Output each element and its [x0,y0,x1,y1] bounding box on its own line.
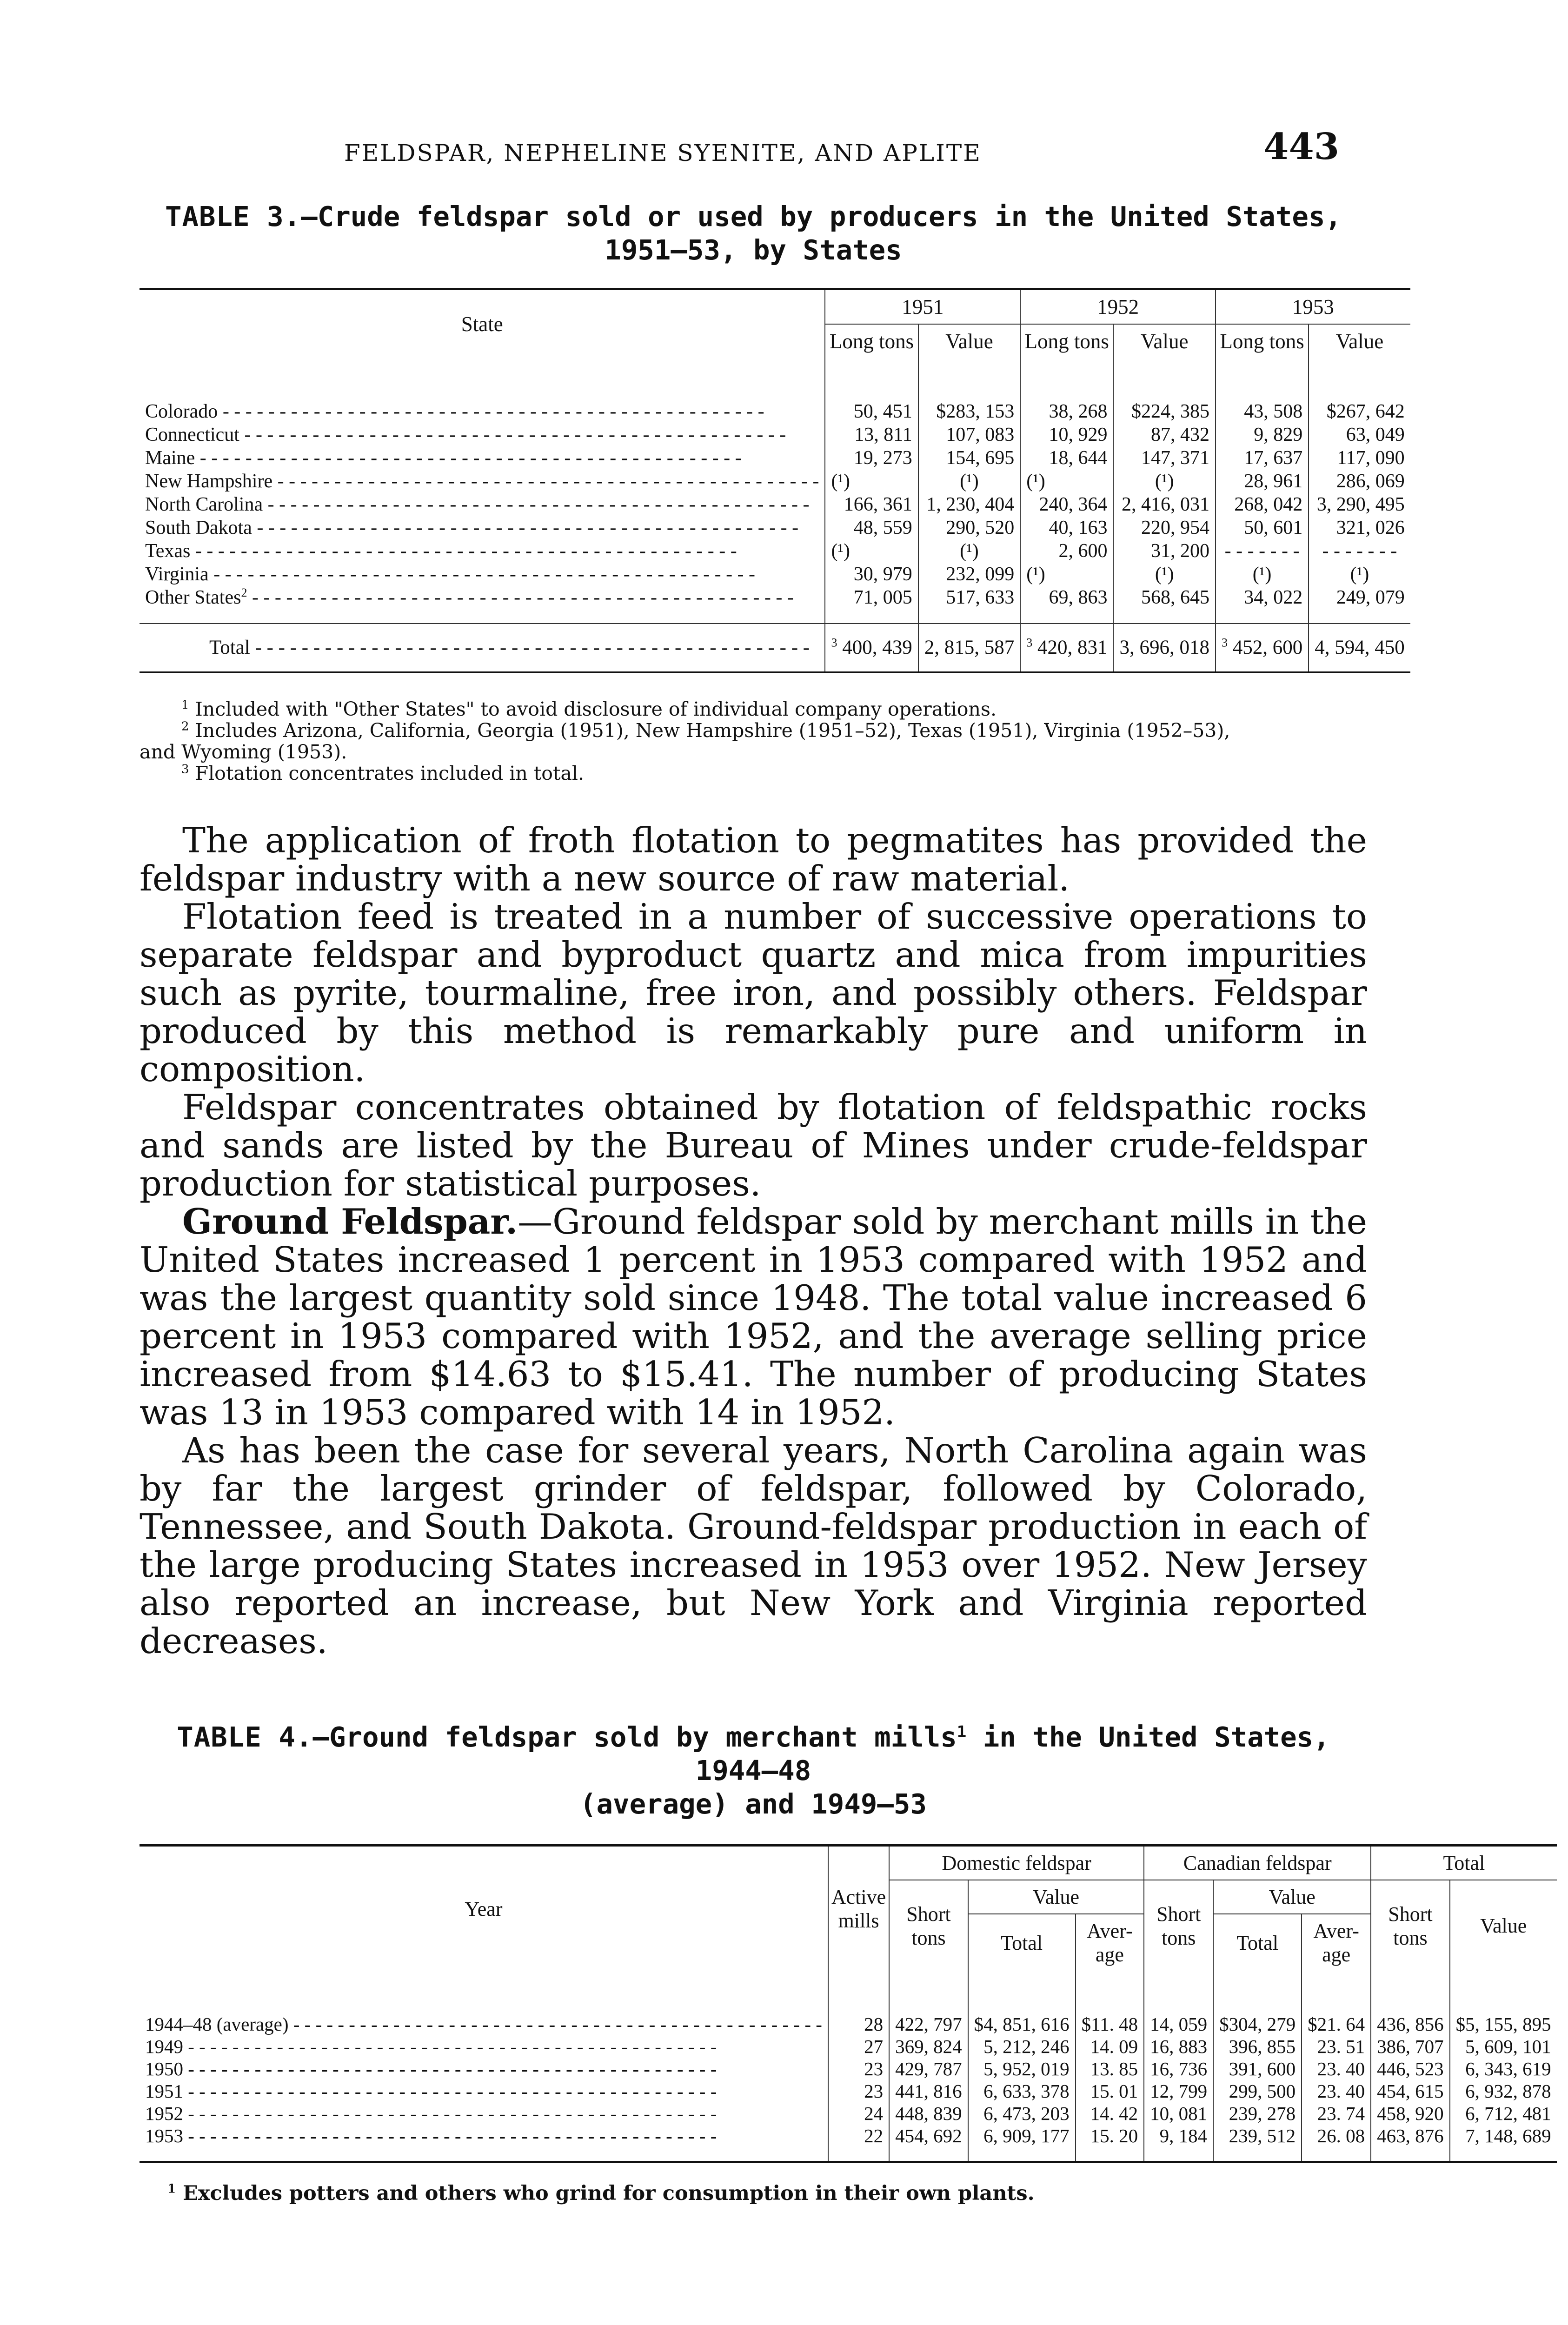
table4-title-rest: in the United States, 1944–48 [695,1721,1330,1787]
running-head [140,126,1367,177]
footnote-text: Includes Arizona, California, Georgia (1951), New Hampshire (1951–52), Texas (1951), Virginia (1952–53), [195,719,1230,742]
cell: 321, 026 [1309,516,1410,539]
cell: 6, 932, 878 [1450,2080,1557,2102]
table3-caption [140,200,1367,267]
table4-sub-average: Aver- age [1302,1914,1371,1971]
cell: - - - - - - - [1216,539,1309,563]
table3 [140,288,1410,673]
table4-label: TABLE 4. [177,1721,313,1753]
cell: 441, 816 [889,2080,968,2102]
cell: 38, 268 [1020,358,1113,423]
cell: 69, 863 [1020,586,1113,624]
paragraph: The application of froth flotation to pegmatites has provided the feldspar industry with a new source of raw material. [140,820,1367,899]
cell: (¹) [825,539,918,563]
cell: $224, 385 [1113,358,1216,423]
table3-sub-value: Value [1309,324,1410,358]
footnote-mark: 3 [181,762,189,777]
cell: 458, 920 [1371,2102,1450,2125]
cell: 391, 600 [1213,2058,1302,2080]
table4-title-line2: (average) and 1949–53 [580,1788,927,1820]
state-name: Texas - - - [140,539,825,563]
cell: 154, 695 [918,446,1021,470]
cell: (¹) [1309,563,1410,586]
cell: 3, 696, 018 [1113,624,1216,672]
cell: (¹) [1216,563,1309,586]
cell: 16, 883 [1144,2035,1213,2058]
cell: 448, 839 [889,2102,968,2125]
table-row [140,2058,1557,2080]
cell: 232, 099 [918,563,1021,586]
table4-header-active-mills: Active mills [828,1846,889,1972]
cell: 87, 432 [1113,423,1216,446]
table3-header-1951: 1951 [825,289,1020,325]
cell: $304, 279 [1213,1971,1302,2035]
cell: 568, 645 [1113,586,1216,624]
cell: - - - - - - - [1309,539,1410,563]
cell: (¹) [918,539,1021,563]
table3-sub-value: Value [918,324,1021,358]
cell: 13. 85 [1076,2058,1144,2080]
state-name: North Carolina - - - [140,493,825,516]
table-row [140,2080,1557,2102]
cell: 107, 083 [918,423,1021,446]
table3-title-line2: 1951–53, by States [605,234,902,266]
cell: 369, 824 [889,2035,968,2058]
footnote-mark: 3 [1026,636,1033,650]
cell: 23. 40 [1302,2080,1371,2102]
cell: 517, 633 [918,586,1021,624]
table-total-row [140,624,1410,672]
cell: 48, 559 [825,516,918,539]
cell: $267, 642 [1309,358,1410,423]
cell [825,624,918,672]
cell-value: 400, 439 [842,637,912,658]
table-row [140,470,1410,493]
table3-sub-long-tons: Long tons [1020,324,1113,358]
table-row [140,2035,1557,2058]
body-text [140,821,1367,1660]
cell: 386, 707 [1371,2035,1450,2058]
cell: 23. 51 [1302,2035,1371,2058]
cell: 396, 855 [1213,2035,1302,2058]
paragraph: Flotation feed is treated in a number of successive operations to separate feldspar and byproduct quartz and mica from impurities such as pyrite, tourmaline, free iron, and possibly others. Feldspar produced by this method is remarkably pure and uniform in composition. [140,896,1367,1089]
footnote-text: Included with "Other States" to avoid disclosure of individual company operations. [195,698,997,720]
table3-header-1952: 1952 [1020,289,1216,325]
table4-sub-value: Value [1213,1880,1371,1914]
footnote-text: Flotation concentrates included in total. [195,762,585,784]
cell: 5, 952, 019 [968,2058,1076,2080]
table-row [140,563,1410,586]
cell: 23 [828,2058,889,2080]
state-name: South Dakota - - - [140,516,825,539]
cell: 240, 364 [1020,493,1113,516]
paragraph: Feldspar concentrates obtained by flotation of feldspathic rocks and sands are listed by the Bureau of Mines under crude-feldspar production for statistical purposes. [140,1087,1367,1204]
table4-footnote [140,2182,1367,2205]
cell: 26. 08 [1302,2125,1371,2162]
footnote-mark: 1 [181,698,189,712]
cell: 9, 829 [1216,423,1309,446]
cell: 1, 230, 404 [918,493,1021,516]
footnote [140,720,1367,741]
cell-value: 452, 600 [1232,637,1303,658]
cell: 34, 022 [1216,586,1309,624]
cell: 6, 343, 619 [1450,2058,1557,2080]
table3-header-1953: 1953 [1216,289,1410,325]
table-row [140,1971,1557,2035]
cell: 6, 633, 378 [968,2080,1076,2102]
section-heading: Ground Feldspar. [182,1201,518,1242]
table4-sub-value: Value [968,1880,1144,1914]
state-name: Colorado - - - [140,358,825,423]
cell: 30, 979 [825,563,918,586]
table-row [140,586,1410,624]
cell: 14. 09 [1076,2035,1144,2058]
cell [1216,624,1309,672]
cell: 454, 692 [889,2125,968,2162]
table4-header-domestic: Domestic feldspar [889,1846,1144,1880]
cell: 22 [828,2125,889,2162]
table-row [140,493,1410,516]
table3-footnotes [140,698,1367,784]
cell: 12, 799 [1144,2080,1213,2102]
footnote-mark: 3 [1221,636,1228,650]
cell: 239, 278 [1213,2102,1302,2125]
year-label: 1950 - - - [140,2058,828,2080]
cell: 71, 005 [825,586,918,624]
cell: 14. 42 [1076,2102,1144,2125]
cell: $21. 64 [1302,1971,1371,2035]
cell: 24 [828,2102,889,2125]
cell: 50, 601 [1216,516,1309,539]
cell: (¹) [1020,470,1113,493]
table4-sub-short-tons: Short tons [889,1880,968,1971]
cell: 40, 163 [1020,516,1113,539]
cell: 446, 523 [1371,2058,1450,2080]
cell: 220, 954 [1113,516,1216,539]
cell: 2, 416, 031 [1113,493,1216,516]
cell: 4, 594, 450 [1309,624,1410,672]
table4-caption [140,1720,1367,1821]
table4-sub-value: Value [1450,1880,1557,1971]
footnote-mark: 3 [831,636,837,650]
table-row [140,423,1410,446]
table-row [140,516,1410,539]
cell: 436, 856 [1371,1971,1450,2035]
cell: 43, 508 [1216,358,1309,423]
footnote [140,698,1367,720]
cell: 6, 712, 481 [1450,2102,1557,2125]
cell: 50, 451 [825,358,918,423]
cell: 6, 909, 177 [968,2125,1076,2162]
footnote-text: Excludes potters and others who grind for consumption in their own plants. [183,2182,1035,2205]
cell: $4, 851, 616 [968,1971,1076,2035]
cell: 422, 797 [889,1971,968,2035]
cell: (¹) [1113,470,1216,493]
footnote-mark: 1 [167,2182,176,2196]
paragraph: As has been the case for several years, North Carolina again was by far the largest grinder of feldspar, followed by Colorado, Tennessee, and South Dakota. Ground-feldspar production in each of the large producing States increased in 1953 over 1952. New Jersey also reported an increase, but New York and Virginia reported decreases. [140,1430,1367,1661]
table3-header-state: State [461,312,503,336]
table4-header-total: Total [1371,1846,1557,1880]
cell: 10, 929 [1020,423,1113,446]
table4-sub-value-total: Total [1213,1914,1302,1971]
state-name: Connecticut - - - [140,423,825,446]
table4-sub-average: Aver- age [1076,1914,1144,1971]
document-page [140,126,1551,2205]
table4-sub-value-total: Total [968,1914,1076,1971]
table3-title: —Crude feldspar sold or used by producers in the United States, [301,200,1342,232]
cell: 9, 184 [1144,2125,1213,2162]
cell: 429, 787 [889,2058,968,2080]
cell: (¹) [1020,563,1113,586]
cell: 299, 500 [1213,2080,1302,2102]
cell: 454, 615 [1371,2080,1450,2102]
cell: 16, 736 [1144,2058,1213,2080]
cell: 27 [828,2035,889,2058]
state-name: New Hampshire - - - [140,470,825,493]
table-row [140,2102,1557,2125]
cell: 249, 079 [1309,586,1410,624]
running-title: FELDSPAR, NEPHELINE SYENITE, AND APLITE [344,140,982,166]
cell-value: 420, 831 [1037,637,1108,658]
cell: 239, 512 [1213,2125,1302,2162]
cell: $5, 155, 895 [1450,1971,1557,2035]
cell: 23. 74 [1302,2102,1371,2125]
cell: 15. 01 [1076,2080,1144,2102]
cell: 28 [828,1971,889,2035]
cell: 2, 600 [1020,539,1113,563]
cell: 7, 148, 689 [1450,2125,1557,2162]
state-name-text: Other States [145,587,241,608]
year-label: 1949 - - - [140,2035,828,2058]
cell: (¹) [1113,563,1216,586]
cell: (¹) [918,470,1021,493]
year-label: 1944–48 (average) - - - [140,1971,828,2035]
table-row [140,358,1410,423]
cell: 19, 273 [825,446,918,470]
cell: 147, 371 [1113,446,1216,470]
footnote [140,741,1367,763]
total-label: Total - - - [140,624,825,672]
cell: 31, 200 [1113,539,1216,563]
footnote-mark: 2 [181,719,189,734]
year-label: 1951 - - - [140,2080,828,2102]
cell: 17, 637 [1216,446,1309,470]
cell: 15. 20 [1076,2125,1144,2162]
footnote-text: and Wyoming (1953). [140,741,347,763]
table4-sub-short-tons: Short tons [1371,1880,1450,1971]
table-row [140,2125,1557,2162]
table4-header-year: Year [465,1897,503,1920]
page-number: 443 [1263,126,1339,168]
paragraph [140,1202,1367,1431]
table3-sub-value: Value [1113,324,1216,358]
footnote [140,763,1367,784]
cell: 13, 811 [825,423,918,446]
state-name: Virginia - - - [140,563,825,586]
table3-label: TABLE 3. [165,200,301,232]
cell: 5, 212, 246 [968,2035,1076,2058]
table4-title: —Ground feldspar sold by merchant mills [312,1721,957,1753]
cell: 290, 520 [918,516,1021,539]
cell: 23 [828,2080,889,2102]
cell: 3, 290, 495 [1309,493,1410,516]
table3-sub-long-tons: Long tons [1216,324,1309,358]
cell: 463, 876 [1371,2125,1450,2162]
cell: 5, 609, 101 [1450,2035,1557,2058]
footnote-mark: 1 [957,1722,967,1741]
table-row [140,446,1410,470]
cell: 117, 090 [1309,446,1410,470]
cell: 166, 361 [825,493,918,516]
table3-sub-long-tons: Long tons [825,324,918,358]
paragraph-text: —Ground feldspar sold by merchant mills in the United States increased 1 percent in 1953 compared with 1952 and was the largest quantity sold since 1948. The total value increased 6 percent in 1953 compared with 1952, and the average selling price increased from $14.63 to $15.41. The number of producing States was 13 in 1953 compared with 14 in 1952. [140,1201,1367,1433]
state-name: Maine - - - [140,446,825,470]
cell: 18, 644 [1020,446,1113,470]
table-row [140,539,1410,563]
cell: 2, 815, 587 [918,624,1021,672]
cell: 28, 961 [1216,470,1309,493]
cell: $283, 153 [918,358,1021,423]
year-label: 1952 - - - [140,2102,828,2125]
table4-sub-short-tons: Short tons [1144,1880,1213,1971]
cell: 268, 042 [1216,493,1309,516]
state-name [140,586,825,624]
cell: $11. 48 [1076,1971,1144,2035]
table4-header-canadian: Canadian feldspar [1144,1846,1371,1880]
cell: (¹) [825,470,918,493]
cell: 14, 059 [1144,1971,1213,2035]
cell: 10, 081 [1144,2102,1213,2125]
table4 [140,1844,1557,2163]
cell: 63, 049 [1309,423,1410,446]
cell: 286, 069 [1309,470,1410,493]
cell [1020,624,1113,672]
year-label: 1953 - - - [140,2125,828,2162]
cell: 23. 40 [1302,2058,1371,2080]
cell: 6, 473, 203 [968,2102,1076,2125]
footnote-mark: 2 [241,586,247,599]
